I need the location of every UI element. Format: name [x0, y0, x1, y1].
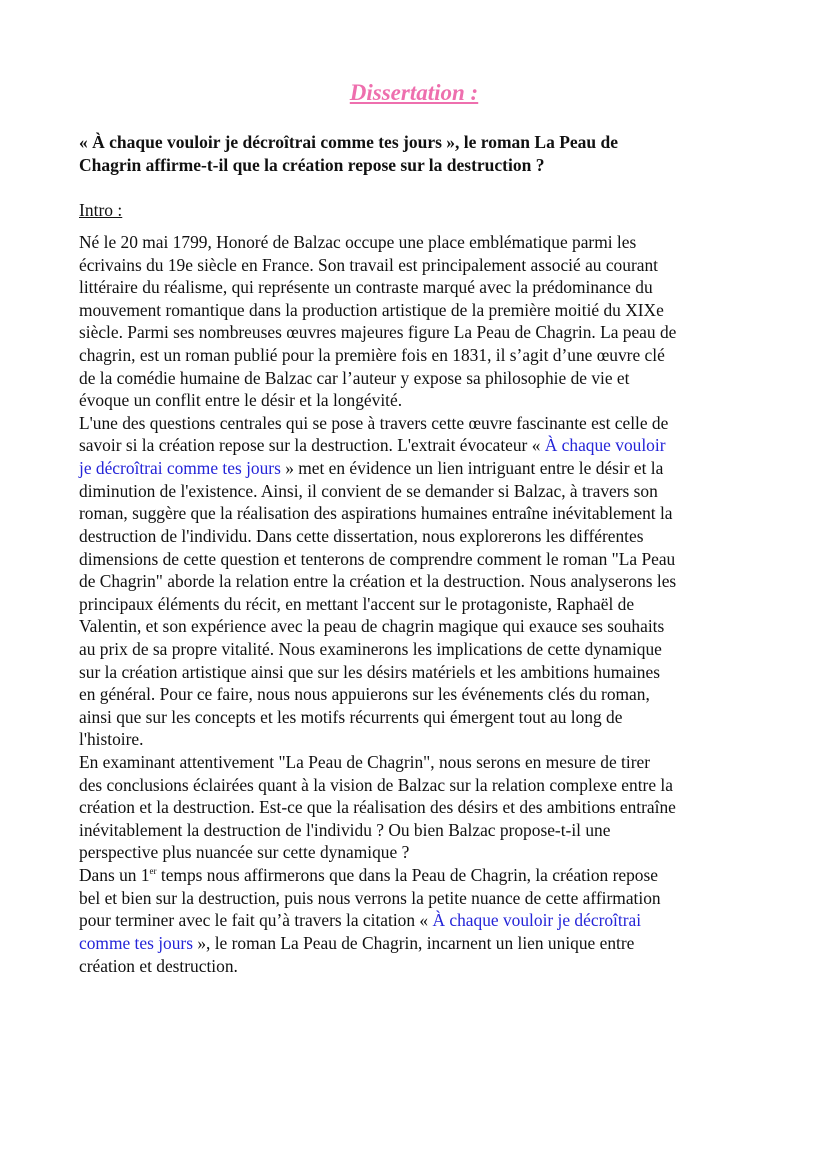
text-segment: chagrin, est un roman publié pour la première fois en 1831, il s’agit d’une œuvre clé [79, 345, 665, 366]
text-segment: ainsi que sur les concepts et les motifs récurrents qui émergent tout au long de [79, 706, 623, 727]
text-segment: des conclusions éclairées quant à la vision de Balzac sur la relation complexe entre la [79, 774, 673, 795]
text-line [79, 638, 676, 661]
text-segment: » met en évidence un lien intriguant entre le désir et la [280, 458, 664, 479]
text-segment: L'une des questions centrales qui se pose à travers cette œuvre fascinante est celle de [79, 412, 669, 433]
text-segment: dimensions de cette question et tenterons de comprendre comment le roman "La Peau [79, 548, 676, 569]
intro-body-text [79, 231, 676, 977]
text-line [79, 299, 676, 322]
text-line [79, 525, 676, 548]
text-segment: Né le 20 mai 1799, Honoré de Balzac occupe une place emblématique parmi les [79, 232, 637, 252]
text-segment: Dans un 1 [79, 865, 150, 886]
question-line: Chagrin affirme-t-il que la création repose sur la destruction ? [79, 154, 545, 175]
text-line [79, 932, 676, 955]
text-segment: l'histoire. [79, 729, 144, 750]
text-line [79, 276, 676, 299]
quote-highlight: comme tes jours [79, 932, 193, 953]
text-line [79, 344, 676, 367]
text-segment: bel et bien sur la destruction, puis nous verrons la petite nuance de cette affirmation [79, 887, 661, 908]
text-segment: perspective plus nuancée sur cette dynamique ? [79, 842, 410, 863]
text-segment: création et destruction. [79, 955, 238, 976]
text-line [79, 728, 676, 751]
text-segment: mouvement romantique dans la production artistique de la première moitié du XIXe [79, 299, 664, 320]
text-line [79, 570, 676, 593]
text-line [79, 909, 676, 932]
text-segment: de la comédie humaine de Balzac car l’auteur y expose sa philosophie de vie et [79, 367, 630, 388]
text-segment: littéraire du réalisme, qui représente un contraste marqué avec la prédominance du [79, 277, 653, 298]
text-segment: de Chagrin" aborde la relation entre la création et la destruction. Nous analyserons les [79, 571, 677, 592]
question-line: « À chaque vouloir je décroîtrai comme tes jours », le roman La Peau de [79, 132, 619, 152]
text-line [79, 434, 676, 457]
quote-highlight: À chaque vouloir [544, 435, 666, 456]
text-line [79, 480, 676, 503]
document-title: Dissertation : [349, 80, 479, 105]
text-line [79, 751, 676, 774]
text-line [79, 706, 676, 729]
text-segment: évoque un conflit entre le désir et la longévité. [79, 390, 403, 411]
text-segment: sur la création artistique ainsi que sur les désirs matériels et les ambitions humaines [79, 661, 660, 682]
section-label-intro: Intro : [79, 200, 123, 220]
text-line [79, 841, 676, 864]
text-segment: savoir si la création repose sur la destruction. L'extrait évocateur « [79, 435, 545, 456]
text-segment: temps nous affirmerons que dans la Peau de Chagrin, la création repose [156, 865, 658, 886]
text-line [79, 254, 676, 277]
text-segment: Valentin, et son expérience avec la peau de chagrin magique qui exauce ses souhaits [79, 616, 665, 637]
text-line [79, 457, 676, 480]
text-line [79, 819, 676, 842]
text-segment: écrivains du 19e siècle en France. Son travail est principalement associé au courant [79, 254, 658, 275]
text-segment: En examinant attentivement "La Peau de Chagrin", nous serons en mesure de tirer [79, 752, 651, 773]
text-segment: diminution de l'existence. Ainsi, il convient de se demander si Balzac, à travers son [79, 480, 658, 501]
text-line [79, 593, 676, 616]
text-segment: », le roman La Peau de Chagrin, incarnent un lien unique entre [192, 932, 635, 953]
text-line [79, 661, 676, 684]
text-line [79, 231, 676, 254]
text-line [79, 389, 676, 412]
text-segment: roman, suggère que la réalisation des aspirations humaines entraîne inévitablement la [79, 503, 673, 524]
quote-highlight: À chaque vouloir je décroîtrai [432, 910, 642, 931]
text-segment: création et la destruction. Est-ce que la réalisation des désirs et des ambitions entraîne [79, 797, 676, 818]
text-line [79, 502, 676, 525]
text-segment: siècle. Parmi ses nombreuses œuvres majeures figure La Peau de Chagrin. La peau de [79, 322, 677, 343]
text-segment: inévitablement la destruction de l'individu ? Ou bien Balzac propose-t-il une [79, 819, 611, 840]
text-segment: en général. Pour ce faire, nous nous appuierons sur les événements clés du roman, [79, 684, 650, 705]
text-segment: au prix de sa propre vitalité. Nous examinerons les implications de cette dynamique [79, 638, 662, 659]
text-line [79, 548, 676, 571]
text-segment: principaux éléments du récit, en mettant l'accent sur le protagoniste, Raphaël de [79, 593, 635, 614]
text-line [79, 796, 676, 819]
text-line [79, 887, 676, 910]
text-line [79, 955, 676, 978]
dissertation-question [79, 131, 618, 176]
text-line [79, 774, 676, 797]
quote-highlight: je décroîtrai comme tes jours [79, 458, 281, 479]
text-line [79, 367, 676, 390]
text-segment: pour terminer avec le fait qu’à travers la citation « [79, 910, 433, 931]
text-line [79, 864, 676, 887]
ordinal-superscript: er [149, 866, 157, 877]
text-segment: destruction de l'individu. Dans cette dissertation, nous explorerons les différentes [79, 525, 644, 546]
text-line [79, 683, 676, 706]
text-line [79, 615, 676, 638]
text-line [79, 321, 676, 344]
text-line [79, 412, 676, 435]
